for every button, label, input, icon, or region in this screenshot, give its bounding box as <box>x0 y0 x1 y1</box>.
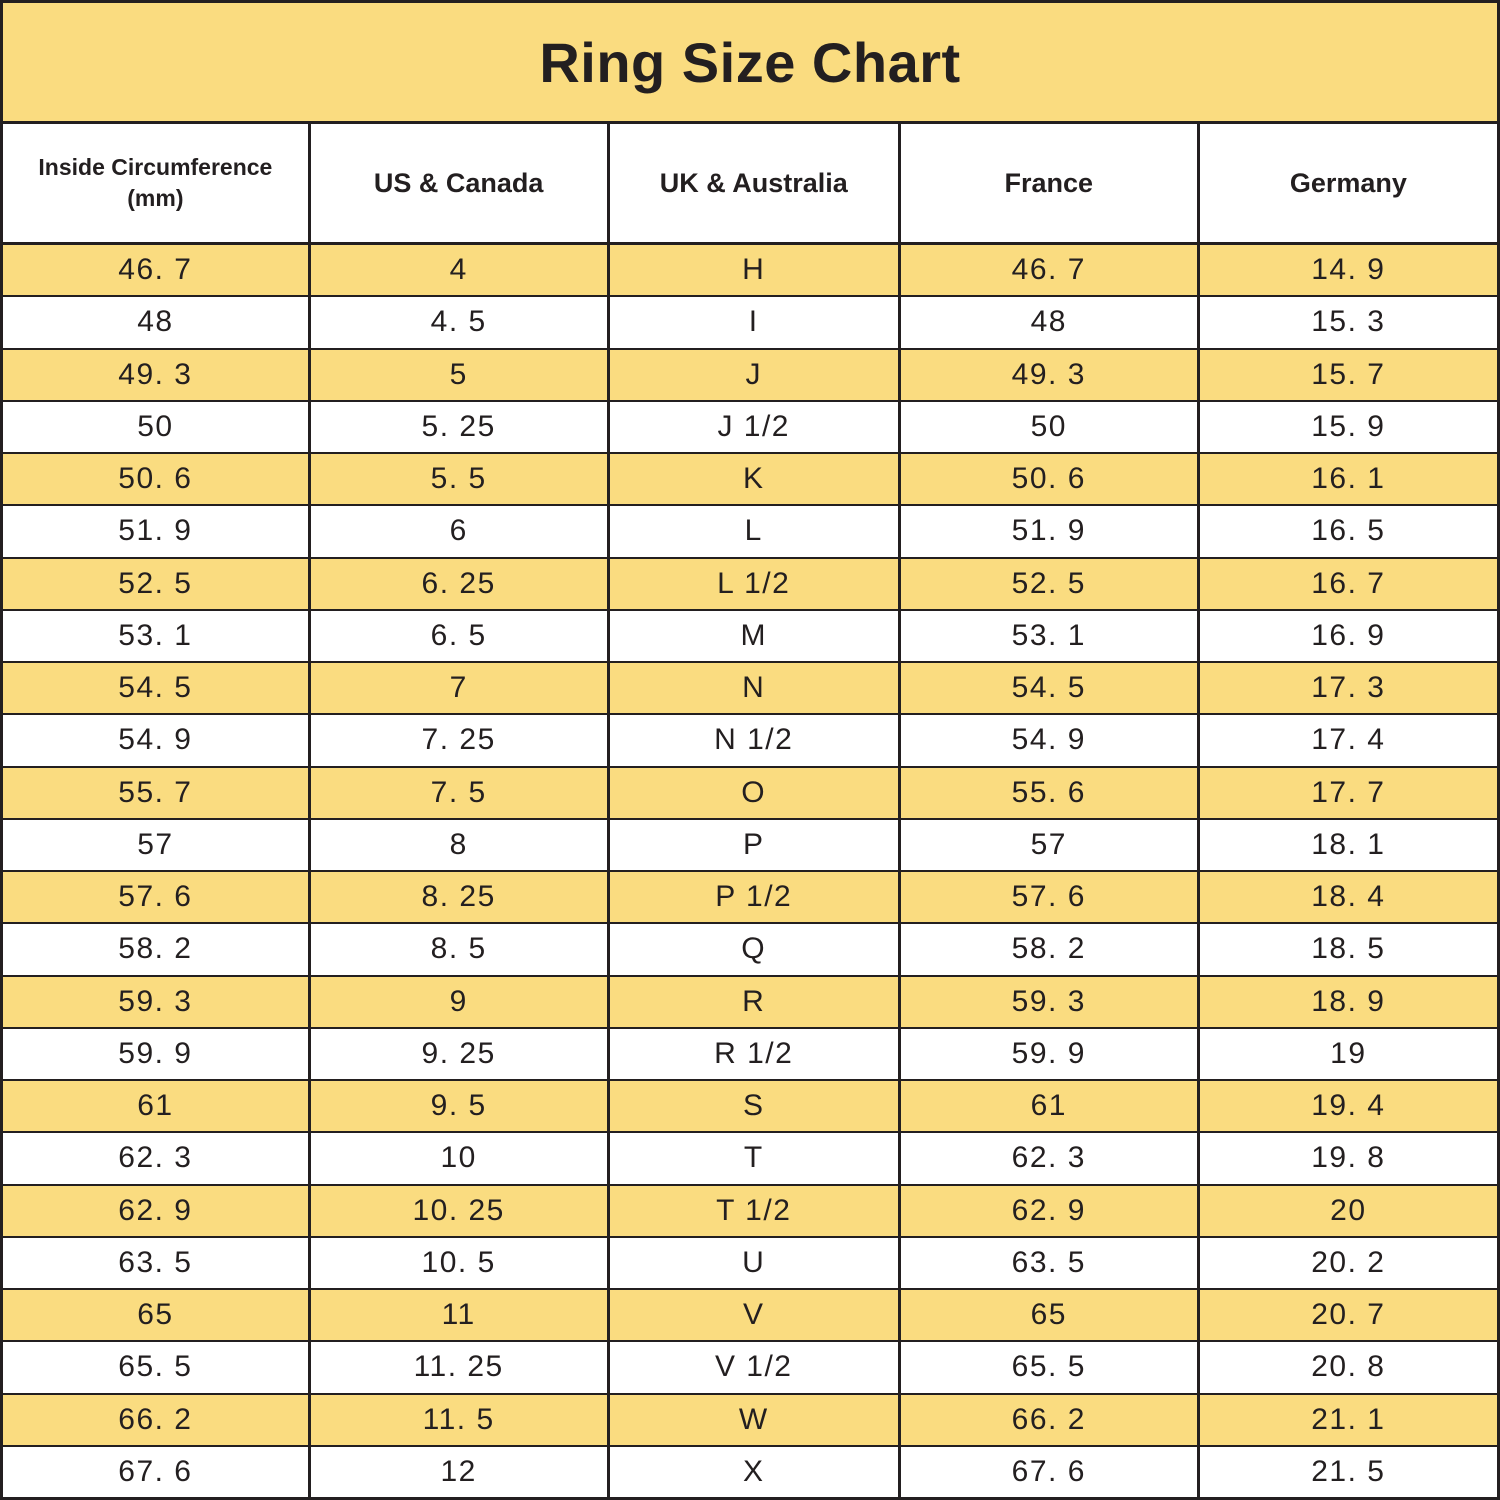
table-row <box>3 1341 1497 1393</box>
cell-us-canada: 9. 5 <box>309 1080 608 1132</box>
cell-germany: 21. 1 <box>1198 1394 1497 1446</box>
cell-france: 63. 5 <box>899 1237 1198 1289</box>
table-row <box>3 767 1497 819</box>
cell-france: 48 <box>899 296 1198 348</box>
column-header-france: France <box>899 124 1198 244</box>
table-row <box>3 1237 1497 1289</box>
cell-us-canada: 5. 5 <box>309 453 608 505</box>
cell-france: 54. 9 <box>899 714 1198 766</box>
table-row <box>3 453 1497 505</box>
column-header-us-canada: US & Canada <box>309 124 608 244</box>
cell-uk-australia: L <box>608 505 899 557</box>
cell-germany: 15. 7 <box>1198 349 1497 401</box>
cell-france: 65. 5 <box>899 1341 1198 1393</box>
cell-france: 46. 7 <box>899 244 1198 297</box>
page-title: Ring Size Chart <box>539 30 961 94</box>
cell-us-canada: 6. 5 <box>309 610 608 662</box>
cell-germany: 19. 4 <box>1198 1080 1497 1132</box>
cell-us-canada: 9. 25 <box>309 1028 608 1080</box>
cell-uk-australia: O <box>608 767 899 819</box>
cell-us-canada: 11. 5 <box>309 1394 608 1446</box>
cell-uk-australia: H <box>608 244 899 297</box>
table-row <box>3 1185 1497 1237</box>
cell-france: 51. 9 <box>899 505 1198 557</box>
cell-france: 50 <box>899 401 1198 453</box>
table-row <box>3 1080 1497 1132</box>
cell-circumference: 62. 3 <box>3 1132 309 1184</box>
cell-france: 50. 6 <box>899 453 1198 505</box>
cell-france: 61 <box>899 1080 1198 1132</box>
table-row <box>3 610 1497 662</box>
cell-germany: 20. 8 <box>1198 1341 1497 1393</box>
table-row <box>3 401 1497 453</box>
cell-us-canada: 9 <box>309 976 608 1028</box>
cell-france: 53. 1 <box>899 610 1198 662</box>
cell-germany: 20. 2 <box>1198 1237 1497 1289</box>
cell-us-canada: 10. 5 <box>309 1237 608 1289</box>
column-header-circumference <box>3 124 309 244</box>
cell-uk-australia: T 1/2 <box>608 1185 899 1237</box>
cell-circumference: 63. 5 <box>3 1237 309 1289</box>
cell-uk-australia: I <box>608 296 899 348</box>
cell-uk-australia: U <box>608 1237 899 1289</box>
cell-circumference: 58. 2 <box>3 923 309 975</box>
cell-circumference: 54. 5 <box>3 662 309 714</box>
cell-france: 49. 3 <box>899 349 1198 401</box>
cell-germany: 20 <box>1198 1185 1497 1237</box>
cell-circumference: 59. 3 <box>3 976 309 1028</box>
cell-france: 66. 2 <box>899 1394 1198 1446</box>
table-row <box>3 1394 1497 1446</box>
cell-uk-australia: N <box>608 662 899 714</box>
cell-germany: 14. 9 <box>1198 244 1497 297</box>
cell-uk-australia: P <box>608 819 899 871</box>
table-header <box>3 124 1497 244</box>
cell-circumference: 51. 9 <box>3 505 309 557</box>
cell-us-canada: 7. 5 <box>309 767 608 819</box>
cell-uk-australia: X <box>608 1446 899 1497</box>
table-row <box>3 1289 1497 1341</box>
table-row <box>3 1028 1497 1080</box>
cell-uk-australia: L 1/2 <box>608 558 899 610</box>
cell-germany: 17. 4 <box>1198 714 1497 766</box>
cell-germany: 16. 5 <box>1198 505 1497 557</box>
cell-france: 57. 6 <box>899 871 1198 923</box>
table-row <box>3 871 1497 923</box>
cell-france: 65 <box>899 1289 1198 1341</box>
cell-france: 57 <box>899 819 1198 871</box>
cell-france: 62. 9 <box>899 1185 1198 1237</box>
table-row <box>3 923 1497 975</box>
table-row <box>3 976 1497 1028</box>
table-row <box>3 296 1497 348</box>
cell-germany: 21. 5 <box>1198 1446 1497 1497</box>
cell-us-canada: 11. 25 <box>309 1341 608 1393</box>
cell-uk-australia: K <box>608 453 899 505</box>
cell-circumference: 61 <box>3 1080 309 1132</box>
cell-circumference: 62. 9 <box>3 1185 309 1237</box>
column-header-uk-australia: UK & Australia <box>608 124 899 244</box>
cell-circumference: 46. 7 <box>3 244 309 297</box>
cell-france: 55. 6 <box>899 767 1198 819</box>
table-row <box>3 244 1497 297</box>
table-row <box>3 505 1497 557</box>
cell-germany: 20. 7 <box>1198 1289 1497 1341</box>
cell-circumference: 57. 6 <box>3 871 309 923</box>
cell-us-canada: 8 <box>309 819 608 871</box>
table-row <box>3 349 1497 401</box>
cell-uk-australia: S <box>608 1080 899 1132</box>
cell-us-canada: 4. 5 <box>309 296 608 348</box>
cell-circumference: 55. 7 <box>3 767 309 819</box>
table-row <box>3 714 1497 766</box>
cell-france: 58. 2 <box>899 923 1198 975</box>
cell-germany: 15. 3 <box>1198 296 1497 348</box>
cell-us-canada: 8. 25 <box>309 871 608 923</box>
cell-germany: 18. 4 <box>1198 871 1497 923</box>
cell-germany: 16. 1 <box>1198 453 1497 505</box>
table-row <box>3 1446 1497 1497</box>
cell-circumference: 52. 5 <box>3 558 309 610</box>
cell-circumference: 48 <box>3 296 309 348</box>
cell-uk-australia: J 1/2 <box>608 401 899 453</box>
cell-circumference: 50. 6 <box>3 453 309 505</box>
column-header-germany: Germany <box>1198 124 1497 244</box>
table-row <box>3 1132 1497 1184</box>
cell-uk-australia: P 1/2 <box>608 871 899 923</box>
cell-germany: 17. 3 <box>1198 662 1497 714</box>
cell-us-canada: 7 <box>309 662 608 714</box>
cell-us-canada: 5. 25 <box>309 401 608 453</box>
cell-circumference: 53. 1 <box>3 610 309 662</box>
column-header-circumference-line2: (mm) <box>127 185 184 211</box>
cell-uk-australia: Q <box>608 923 899 975</box>
table-row <box>3 662 1497 714</box>
cell-us-canada: 11 <box>309 1289 608 1341</box>
cell-germany: 18. 1 <box>1198 819 1497 871</box>
cell-germany: 18. 5 <box>1198 923 1497 975</box>
cell-us-canada: 10. 25 <box>309 1185 608 1237</box>
cell-uk-australia: T <box>608 1132 899 1184</box>
table-header-row <box>3 124 1497 244</box>
cell-us-canada: 7. 25 <box>309 714 608 766</box>
cell-germany: 18. 9 <box>1198 976 1497 1028</box>
cell-france: 67. 6 <box>899 1446 1198 1497</box>
cell-us-canada: 6 <box>309 505 608 557</box>
cell-us-canada: 4 <box>309 244 608 297</box>
chart-title-bar <box>3 3 1497 124</box>
cell-us-canada: 8. 5 <box>309 923 608 975</box>
column-header-circumference-line1: Inside Circumference <box>38 153 273 180</box>
cell-circumference: 49. 3 <box>3 349 309 401</box>
cell-germany: 19 <box>1198 1028 1497 1080</box>
cell-uk-australia: W <box>608 1394 899 1446</box>
cell-france: 59. 3 <box>899 976 1198 1028</box>
cell-circumference: 66. 2 <box>3 1394 309 1446</box>
cell-us-canada: 12 <box>309 1446 608 1497</box>
cell-uk-australia: M <box>608 610 899 662</box>
table-row <box>3 819 1497 871</box>
cell-us-canada: 10 <box>309 1132 608 1184</box>
cell-germany: 16. 7 <box>1198 558 1497 610</box>
cell-us-canada: 5 <box>309 349 608 401</box>
cell-germany: 19. 8 <box>1198 1132 1497 1184</box>
cell-circumference: 65 <box>3 1289 309 1341</box>
cell-france: 59. 9 <box>899 1028 1198 1080</box>
cell-uk-australia: J <box>608 349 899 401</box>
cell-france: 62. 3 <box>899 1132 1198 1184</box>
cell-uk-australia: N 1/2 <box>608 714 899 766</box>
ring-size-table <box>3 124 1497 1497</box>
cell-uk-australia: R <box>608 976 899 1028</box>
cell-germany: 15. 9 <box>1198 401 1497 453</box>
cell-france: 54. 5 <box>899 662 1198 714</box>
cell-us-canada: 6. 25 <box>309 558 608 610</box>
cell-circumference: 57 <box>3 819 309 871</box>
cell-circumference: 59. 9 <box>3 1028 309 1080</box>
cell-france: 52. 5 <box>899 558 1198 610</box>
cell-circumference: 65. 5 <box>3 1341 309 1393</box>
cell-circumference: 50 <box>3 401 309 453</box>
cell-germany: 16. 9 <box>1198 610 1497 662</box>
table-body <box>3 244 1497 1498</box>
cell-uk-australia: V 1/2 <box>608 1341 899 1393</box>
cell-uk-australia: R 1/2 <box>608 1028 899 1080</box>
cell-circumference: 54. 9 <box>3 714 309 766</box>
cell-germany: 17. 7 <box>1198 767 1497 819</box>
cell-uk-australia: V <box>608 1289 899 1341</box>
table-row <box>3 558 1497 610</box>
cell-circumference: 67. 6 <box>118 1454 193 1488</box>
